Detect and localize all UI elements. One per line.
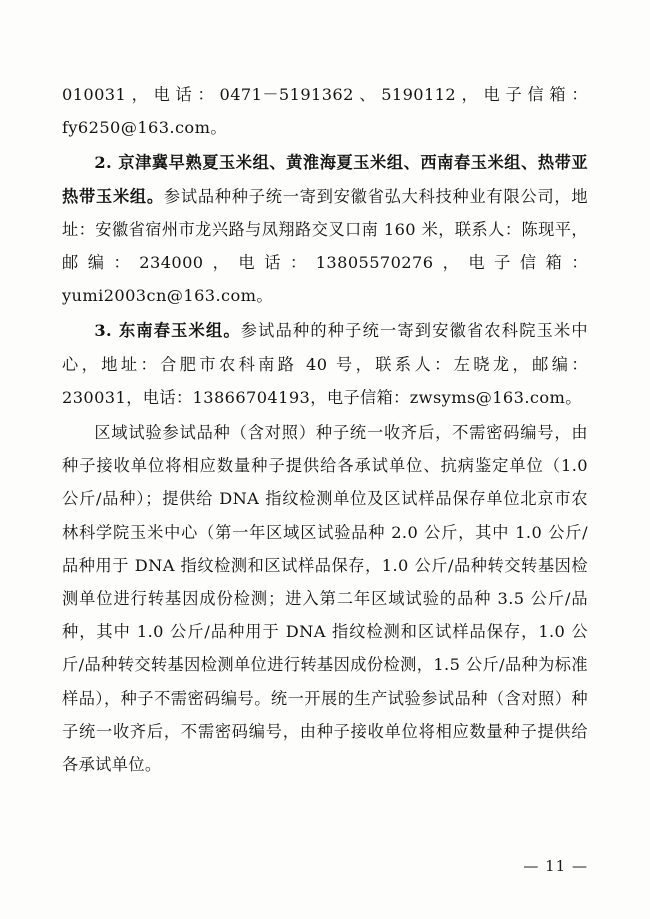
paragraph-item-3 [62, 314, 588, 414]
paragraph-item-2 [62, 146, 588, 312]
document-body [62, 78, 588, 781]
page-number: — 11 — [523, 857, 588, 875]
item-2-text: 参试品种种子统一寄到安徽省弘大科技种业有限公司，地址：安徽省宿州市龙兴路与凤翔路交叉口南 160 米，联系人：陈现平，邮编：234000，电话：13805570276，电子信箱：yumi2003cn@163.com。 [62, 186, 589, 306]
item-3-text: 参试品种的种子统一寄到安徽省农科院玉米中心，地址：合肥市农科南路 40 号，联系人：左晓龙，邮编：230031，电话：13866704193，电子信箱：zwsyms@163.com。 [62, 321, 588, 407]
item-3-heading: 3. 东南春玉米组。 [94, 321, 241, 341]
item-2-heading: 2. 京津冀早熟夏玉米组、黄淮海夏玉米组、西南春玉米组、热带亚热带玉米组。 [62, 153, 588, 206]
paragraph-seed-distribution: 区域试验参试品种（含对照）种子统一收齐后，不需密码编号，由种子接收单位将相应数量种子提供给各承试单位、抗病鉴定单位（1.0 公斤/品种）；提供给 DNA 指纹检测单位及区试样品保存单位北京市农林科学院玉米中心（第一年区域区试验品种 2.0 公斤，其中 1.0 公斤/品种用于 DNA 指纹检测和区试样品保存，1.0 公斤/品种转交转基因检测单位进行转基因成份检测；进入第二年区域试验的品种 3.5 公斤/品种，其中 1.0 公斤/品种用于 DNA 指纹检测和区试样品保存，1.0 公斤/品种转交转基因检测单位进行转基因成份检测，1.5 公斤/品种为标准样品），种子不需密码编号。统一开展的生产试验参试品种（含对照）种子统一收齐后，不需密码编号，由种子接收单位将相应数量种子提供给各承试单位。 [62, 423, 588, 775]
paragraph-contact-continuation: 010031，电话：0471－5191362、5190112，电子信箱：fy6250@163.com。 [62, 85, 588, 138]
